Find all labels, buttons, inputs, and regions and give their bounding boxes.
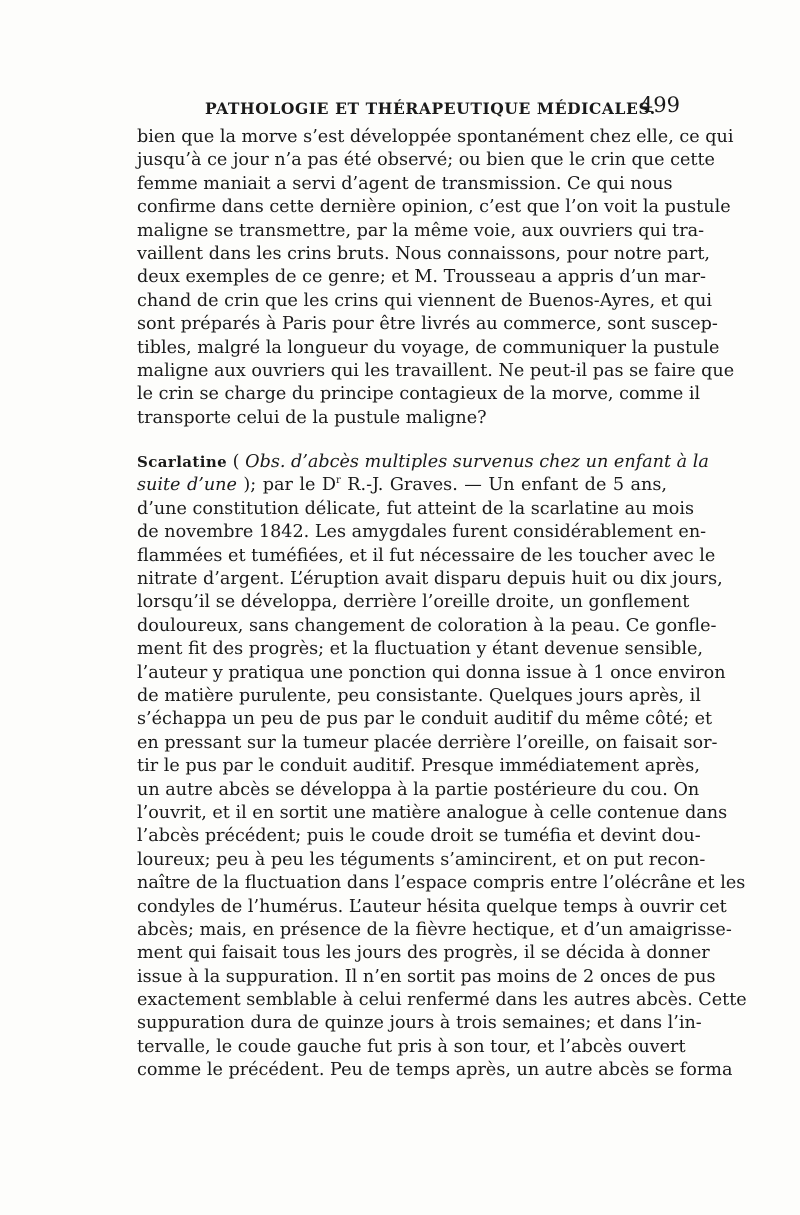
paragraph-scarlatine [137,451,747,1083]
text-line: le crin se charge du principe contagieux de la morve, comme il [137,384,701,405]
text-line: tervalle, le coude gauche fut pris à son tour, et l’abcès ouvert [137,1036,686,1057]
text-line: exactement semblable à celui renfermé dans les autres abcès. Cette [137,990,747,1011]
text-line: abcès; mais, en présence de la fièvre hectique, et d’un amaigrisse- [137,919,732,940]
text-line: un autre abcès se développa à la partie postérieure du cou. On [137,779,700,800]
text-line: ment qui faisait tous les jours des progrès, il se décida à donner [137,943,710,964]
text-line: chand de crin que les crins qui viennent de Buenos-Ayres, et qui [137,290,713,311]
text-line: loureux; peu à peu les téguments s’amincirent, et on put recon- [137,849,706,870]
text-line: transporte celui de la pustule maligne? [137,407,487,428]
page-number: 499 [639,93,680,117]
text-line [137,474,667,497]
text-line: d’une constitution délicate, fut atteint de la scarlatine au mois [137,498,694,519]
text-line: en pressant sur la tumeur placée derrière l’oreille, on faisait sor- [137,732,718,753]
text-line: issue à la suppuration. Il n’en sortit pas moins de 2 onces de pus [137,966,716,987]
text-line: ment fit des progrès; et la fluctuation y étant devenue sensible, [137,639,703,660]
text-line: nitrate d’argent. L’éruption avait disparu depuis huit ou dix jours, [137,569,723,590]
text-line: douloureux, sans changement de coloration à la peau. Ce gonfle- [137,615,717,636]
author-prefix: ); par le D [236,475,337,496]
text-line: naître de la fluctuation dans l’espace compris entre l’olécrâne et les [137,873,746,894]
text-line: vaillent dans les crins bruts. Nous connaissons, pour notre part, [137,243,710,264]
text-line [137,451,709,474]
text-line: l’auteur y pratiqua une ponction qui donna issue à 1 once environ [137,662,726,683]
text-line: bien que la morve s’est développée spontanément chez elle, ce qui [137,127,734,147]
observation-title-cont: suite d’une [137,475,237,496]
text-line: maligne aux ouvriers qui les travaillent. Ne peut-il pas se faire que [137,360,735,381]
text-line: deux exemples de ce genre; et M. Trousseau a appris d’un mar- [137,267,706,288]
doctor-superscript: r [336,475,341,487]
author-rest: R.-J. Graves. — Un enfant de 5 ans, [340,475,667,496]
text-line: de novembre 1842. Les amygdales furent considérablement en- [137,522,707,543]
text-line: maligne se transmettre, par la même voie, aux ouvriers qui tra- [137,220,705,241]
text-line: tir le pus par le conduit auditif. Presque immédiatement après, [137,756,700,777]
observation-title: Obs. d’abcès multiples survenus chez un enfant à la [245,452,709,473]
text-line: l’ouvrit, et il en sortit une matière analogue à celle contenue dans [137,802,728,823]
text-line: l’abcès précédent; puis le coude droit se tuméfia et devint dou- [137,826,701,847]
text-line: suppuration dura de quinze jours à trois semaines; et dans l’in- [137,1013,702,1034]
text-line: sont préparés à Paris pour être livrés au commerce, sont suscep- [137,314,718,335]
running-title: PATHOLOGIE ET THÉRAPEUTIQUE MÉDICALES. [205,99,656,118]
text-line: s’échappa un peu de pus par le conduit auditif du même côté; et [137,709,713,730]
running-header [205,95,680,123]
text-line: jusqu’à ce jour n’a pas été observé; ou bien que le crin que cette [137,150,715,171]
text-line: comme le précédent. Peu de temps après, un autre abcès se forma [137,1060,733,1081]
text-line: lorsqu’il se développa, derrière l’oreille droite, un gonflement [137,592,690,613]
section-heading: Scarlatine [137,453,228,472]
paren-open: ( [227,452,246,473]
text-line: de matière purulente, peu consistante. Quelques jours après, il [137,685,701,706]
text-line: confirme dans cette dernière opinion, c’est que l’on voit la pustule [137,197,731,218]
paragraph-morve [137,126,735,430]
body-text [137,126,747,1083]
text-line: flammées et tuméfiées, et il fut nécessaire de les toucher avec le [137,545,716,566]
text-line: femme maniait a servi d’agent de transmission. Ce qui nous [137,173,673,194]
text-line: condyles de l’humérus. L’auteur hésita quelque temps à ouvrir cet [137,896,727,917]
text-line: tibles, malgré la longueur du voyage, de communiquer la pustule [137,337,720,358]
